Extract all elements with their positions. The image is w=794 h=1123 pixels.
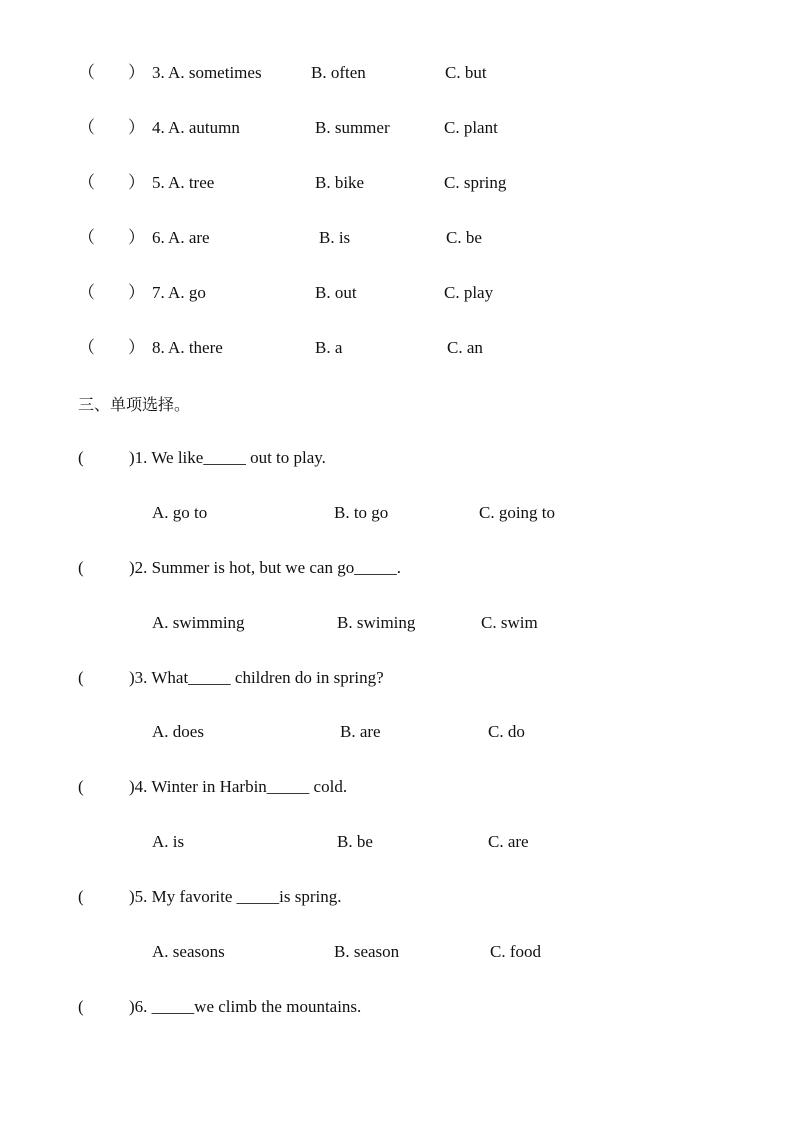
question-text: )4. Winter in Harbin_____ cold. <box>129 777 348 796</box>
answer-paren-open: （ <box>78 228 95 247</box>
option-a: A. go to <box>152 503 208 522</box>
item-option-c: C. an <box>447 338 483 357</box>
answer-paren-close: ） <box>128 173 145 192</box>
answer-paren: ( <box>78 448 84 467</box>
item-option-c: C. spring <box>444 173 507 192</box>
answer-paren-open: （ <box>78 118 95 137</box>
item-option-a: 4. A. autumn <box>152 118 240 137</box>
answer-paren: ( <box>78 777 84 796</box>
item-option-b: B. summer <box>315 118 390 137</box>
question-text: )2. Summer is hot, but we can go_____. <box>129 558 401 577</box>
answer-paren: ( <box>78 668 84 687</box>
option-c: C. swim <box>481 613 538 632</box>
section-heading: 三、单项选择。 <box>78 395 191 414</box>
answer-paren-close: ） <box>128 283 145 302</box>
option-a: A. seasons <box>152 942 225 961</box>
option-c: C. are <box>488 832 529 851</box>
item-option-b: B. is <box>319 228 351 247</box>
item-option-a: 8. A. there <box>152 338 223 357</box>
option-b: B. season <box>334 942 400 961</box>
option-b: B. are <box>340 722 381 741</box>
answer-paren-open: （ <box>78 63 95 82</box>
option-c: C. food <box>490 942 541 961</box>
question-text: )5. My favorite _____is spring. <box>129 887 342 906</box>
option-b: B. be <box>337 832 373 851</box>
item-option-a: 7. A. go <box>152 283 206 302</box>
item-option-b: B. out <box>315 283 357 302</box>
answer-paren-close: ） <box>128 338 145 357</box>
option-c: C. do <box>488 722 525 741</box>
answer-paren: ( <box>78 558 84 577</box>
answer-paren-open: （ <box>78 283 95 302</box>
option-a: A. swimming <box>152 613 245 632</box>
answer-paren-close: ） <box>128 228 145 247</box>
question-text: )3. What_____ children do in spring? <box>129 668 384 687</box>
answer-paren: ( <box>78 887 84 906</box>
option-b: B. to go <box>334 503 389 522</box>
item-option-b: B. bike <box>315 173 365 192</box>
option-a: A. does <box>152 722 204 741</box>
item-option-c: C. play <box>444 283 494 302</box>
item-option-a: 3. A. sometimes <box>152 63 262 82</box>
item-option-c: C. but <box>445 63 487 82</box>
answer-paren-close: ） <box>128 63 145 82</box>
item-option-c: C. plant <box>444 118 498 137</box>
question-text: )6. _____we climb the mountains. <box>129 997 362 1016</box>
answer-paren: ( <box>78 997 84 1016</box>
question-text: )1. We like_____ out to play. <box>129 448 326 467</box>
item-option-a: 5. A. tree <box>152 173 215 192</box>
answer-paren-close: ） <box>128 118 145 137</box>
item-option-b: B. often <box>311 63 366 82</box>
item-option-c: C. be <box>446 228 482 247</box>
option-b: B. swiming <box>337 613 416 632</box>
answer-paren-open: （ <box>78 173 95 192</box>
answer-paren-open: （ <box>78 338 95 357</box>
item-option-b: B. a <box>315 338 343 357</box>
option-c: C. going to <box>479 503 556 522</box>
item-option-a: 6. A. are <box>152 228 210 247</box>
option-a: A. is <box>152 832 185 851</box>
